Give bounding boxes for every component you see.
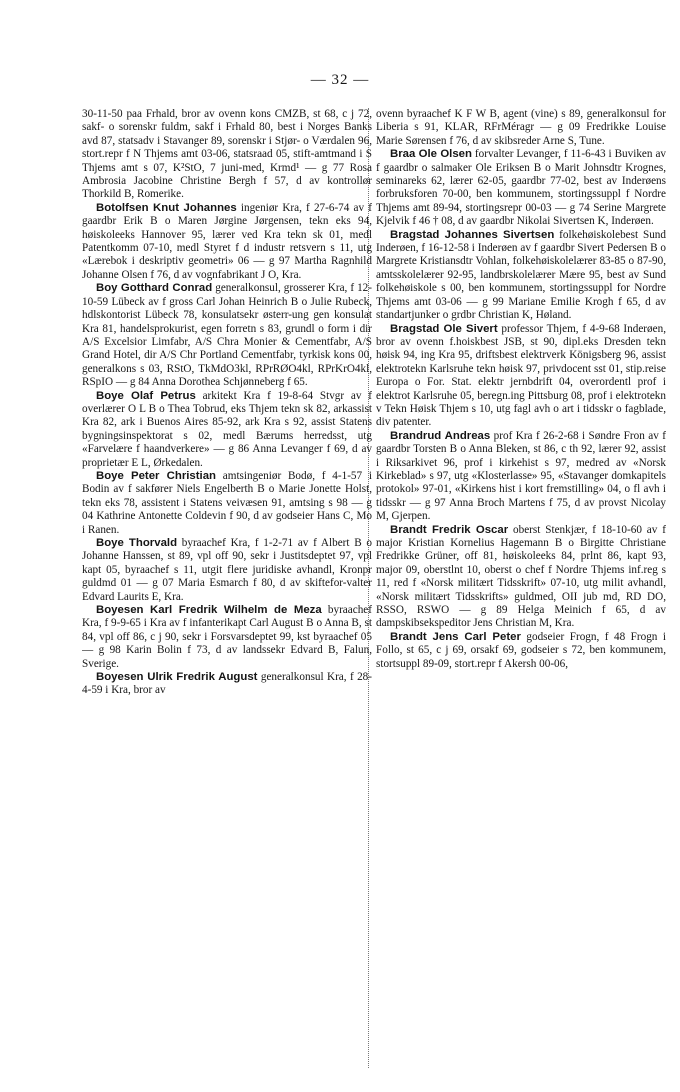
biography-entry bbox=[82, 282, 372, 389]
biography-entry bbox=[376, 323, 666, 430]
entry-name: Braa Ole Olsen bbox=[390, 148, 472, 161]
entry-name: Bragstad Ole Sivert bbox=[390, 322, 498, 335]
entry-name: Boye Thorvald bbox=[96, 537, 178, 549]
biography-entry bbox=[376, 148, 666, 228]
entry-text: amtsingeniør Bodø, f 4-1-57 i Bodin av f sakfører Niels Engelberth B o Marie Jonette Holst, tekn eks 78, assistent i Statens veivæsen 91, amtsing s 98 — g 04 Kathrine Antonette Coldevin f 90, d av godseier Hans C, Mo i Ranen. bbox=[82, 469, 372, 536]
entry-name: Boy Gotthard Conrad bbox=[96, 282, 213, 295]
entry-text: generalkonsul, grosserer Kra, f 12-10-59 Lübeck av f gross Carl Johan Heinrich B o Julie Rubeck, hdlskontorist Lübeck 78, konsulatsekr østerr-ung gen konsulat Kra 81, handelsprokurist, egen forretn s 83, grundl o form i dir A/S Excelsior Limfabr, A/S Chra Monier & Cementfabr, A/S Grand Hotel, dir A/S Chr Portland Cementfabr, tyrkisk kons 00, generalkons s 03, RStO, TkMdO3kl, RPrRØO4kl, RPrKrO4kl, RSpIO — g 84 Anna Dorothea Schjønneberg f 65. bbox=[82, 282, 372, 389]
page-number: — 32 — bbox=[310, 72, 370, 88]
entry-text: byraachef Kra, f 9-9-65 i Kra av f infanterikapt Carl August B o Anna B, st 84, vpl off 86, c j 90, sekr i Forsvarsdeptet 99, kst byraachef 05 — g 98 Karin Bolin f 73, d av landssekr Edvard B, Falun, Sverige. bbox=[82, 604, 372, 670]
entry-name: Botolfsen Knut Johannes bbox=[96, 201, 237, 214]
entry-text: generalkonsul Kra, f 28-4-59 i Kra, bror av bbox=[82, 671, 372, 697]
biography-entry bbox=[82, 202, 372, 282]
biography-entry bbox=[82, 604, 372, 671]
entry-name: Boye Peter Christian bbox=[96, 469, 216, 482]
entry-text: professor Thjem, f 4-9-68 Inderøen, bror av ovenn f.hoiskbest JSB, st 90, dipl.eks Dresden tekn høisk 94, ing Kra 95, driftsbest elektrverk Königsberg 96, assist elektrotekn Karlsruhe tekn høisk 97, privdocent sst 01, stip.reise Europa o For. Stat. elektr jernbdrift 04, overordentl prof i elektrot Karlsruhe 05, beregn.ing Pittsburg 08, prof i elektrotekn v Tekn Høisk Thjem s 10, utg fagl avh o art i tidsskr o fagblade, div patenter. bbox=[376, 322, 666, 429]
right-column bbox=[376, 108, 666, 1078]
entry-name: Boye Olaf Petrus bbox=[96, 389, 196, 402]
entry-text: ingeniør Kra, f 27-6-74 av f gaardbr Erik B o Maren Jørgine Jørgensen, tekn eks 94, høiskoleeks Hannover 95, lærer ved Kra tekn sk 01, medl Patentkomm 07-10, medl Styret f d industr retsvern s 11, utg «Lærebok i deskriptiv geometri» 06 — g 97 Martha Ragnhild Johanne Olsen f 76, d av vognfabrikant J O, Kra. bbox=[82, 201, 372, 281]
entry-name: Boyesen Ulrik Fredrik August bbox=[96, 671, 258, 684]
entry-name: Brandt Jens Carl Peter bbox=[390, 630, 521, 643]
entry-text: forvalter Levanger, f 11-6-43 i Buviken av f gaardbr o salmaker Ole Eriksen B o Marit Johnsdtr Krognes, seminareks 62, lærer 62-05, gaardbr 77-02, best av Inderøens forbruksforen 70-00, ben kommunem, stortingssuppl f Nordre Thjems amt 89-94, stortingsrepr 00-03 — g 74 Serine Margrete Kjelvik f 46 † 08, d av gaardbr Nikolai Sivertsen K, Inderøen. bbox=[376, 148, 666, 228]
biography-entry bbox=[376, 430, 666, 524]
biography-entry bbox=[376, 524, 666, 631]
entry-text: folkehøiskolebest Sund Inderøen, f 16-12-58 i Inderøen av f gaardbr Sivert Pedersen B o Margrete Kristiansdtr Vohlan, folkehøiskolelærer 83-85 o 87-90, amtsskolelærer 92-95, landbrskolelærer Mære 95, best av Sund folkehøiskole s 00, ben kommunem, stortingssuppl for Nordre Thjems amt 03-06 — g 99 Mariane Emilie Krogh f 65, d av standartjunker o grdbr Christian K, Høland. bbox=[376, 228, 666, 322]
biography-entry bbox=[82, 108, 372, 202]
biography-entry bbox=[376, 229, 666, 323]
entry-text: ovenn byraachef K F W B, agent (vine) s 89, generalkonsul for Liberia s 91, KLAR, RFrMéragr — g 09 Fredrikke Louise Marie Sørensen f 76, d av skibsreder Arne S, Tune. bbox=[376, 108, 666, 147]
entry-text: prof Kra f 26-2-68 i Søndre Fron av f gaardbr Torsten B o Anna Bleken, st 86, c th 92, lærer 92, assist i Riksarkivet 96, prof i kirkehist s 97, medred av «Norsk Kirkeblad» s 97, utg «Klosterlasse» 95, «Stavanger domkapitels protokol» 97-01, «Kirkens hist i kort fremstilling» 04, o fl avh i tidsskr — g 97 Anna Broch Martens f 75, d av provst Nicolay M, Gjerpen. bbox=[376, 429, 666, 523]
biography-entry bbox=[82, 390, 372, 470]
entry-name: Brandt Fredrik Oscar bbox=[390, 523, 509, 536]
entry-text: oberst Stenkjær, f 18-10-60 av f major Kristian Kornelius Hagemann B o Birgitte Christiane Fredrikke Grüner, off 81, høiskoleeks 84, prlnt 86, kapt 93, major 09, oberstlnt 10, oberst o chef f Nordre Thjems inf.reg s 11, red f «Norsk militært Tidsskrift» 07-10, utg milit avhandl, «Norsk militært Tidsskrifts» guldmed, OII jub md, RD DO, RSSO, RSWO — g 89 Helga Meinich f 65, d av dampskibsekspeditor Jens Christian M, Kra. bbox=[376, 523, 666, 630]
entry-text: byraachef Kra, f 1-2-71 av f Albert B o Johanne Hanssen, st 89, vpl off 90, sekr i Justitsdeptet 97, vpl kapt 05, byraachef s 11, utgit flere juridiske avhandl, Kronpr guldmd 01 — g 07 Maria Esmarch f 80, d av skiftefor-valter Edvard Laurits E, Kra. bbox=[82, 537, 372, 603]
entry-text: godseier Frogn, f 48 Frogn i Follo, st 65, c j 69, orsakf 69, godseier s 72, ben kommunem, stortsuppl 89-09, stort.repr f Akersh 00-06, bbox=[376, 630, 666, 670]
biography-entry bbox=[376, 631, 666, 671]
entry-name: Boyesen Karl Fredrik Wilhelm de Meza bbox=[96, 604, 322, 617]
left-column bbox=[82, 108, 372, 1078]
biography-entry bbox=[82, 537, 372, 604]
biography-entry bbox=[82, 671, 372, 698]
entry-name: Brandrud Andreas bbox=[390, 429, 491, 442]
biography-entry bbox=[376, 108, 666, 148]
entry-name: Bragstad Johannes Sivertsen bbox=[390, 228, 555, 241]
biography-entry bbox=[82, 470, 372, 537]
entry-text: arkitekt Kra f 19-8-64 Stvgr av f overlærer O L B o Thea Tobrud, eks Thjem tekn sk 82, arkassist Kra 82, ark i Buenos Aires 85-92, ark Kra s 92, assist Statens bygningsinspektorat s 02, medl Bærums herredsst, utg «Farvelære f haandverkere» — g 86 Anna Levanger f 69, d av proprietær E L, Ørkedalen. bbox=[82, 389, 372, 469]
entry-text: 30-11-50 paa Frhald, bror av ovenn kons CMZB, st 68, c j 72, sakf- o sorenskr fuldm, sakf i Frhald 80, best i Norges Banks avd 87, statsadv i Stavanger 89, sorenskr i Stjør- o Værdalen 96, stort.repr f N Thjems amt 03-06, statsraad 05, stift-amtmand i S Thjems amt s 07, K²StO, 7 juni-med, Krmd¹ — g 77 Rosa Ambrosia Jacobine Christine Bergh f 57, d av kontrollør Thorkild B, Romerike. bbox=[82, 108, 372, 201]
